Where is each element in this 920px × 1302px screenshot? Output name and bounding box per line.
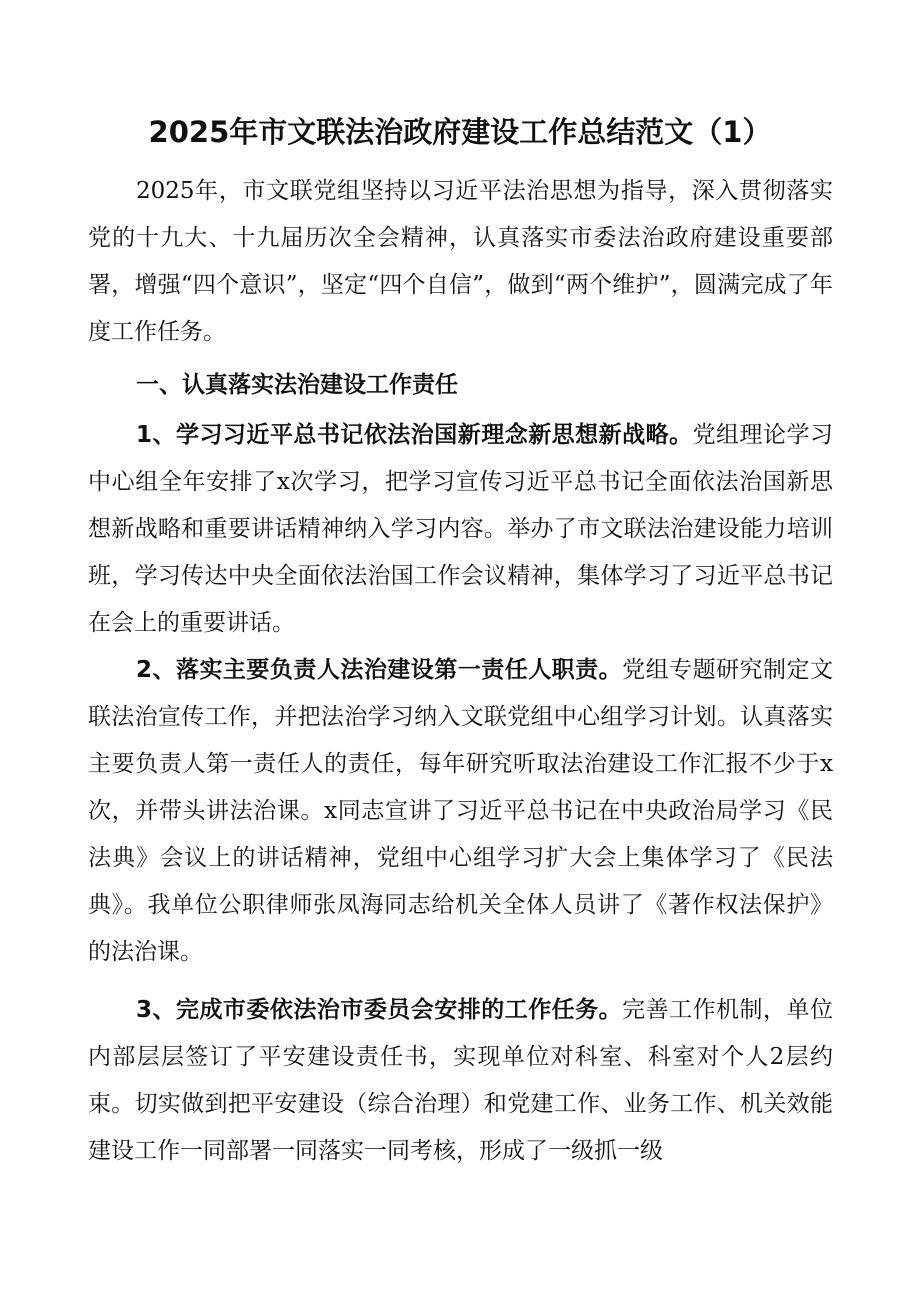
- item-lead-1: 1、学习习近平总书记依法治国新理念新思想新战略。: [136, 422, 693, 448]
- item-body-3: 完善工作机制，单位内部层层签订了平安建设责任书，实现单位对科室、科室对个人2层约束。切实做到把平安建设（综合治理）和党建工作、业务工作、机关效能建设工作一同部署一同落实一同考核，形成了一级抓一级: [88, 997, 833, 1164]
- item-lead-3: 3、完成市委依法治市委员会安排的工作任务。: [136, 997, 623, 1023]
- item-body-2: 党组专题研究制定文联法治宣传工作，并把法治学习纳入文联党组中心组学习计划。认真落实主要负责人第一责任人的责任，每年研究听取法治建设工作汇报不少于x次，并带头讲法治课。x同志宣讲了习近平总书记在中央政治局学习《民法典》会议上的讲话精神，党组中心组学习扩大会上集体学习了《民法典》。我单位公职律师张凤海同志给机关全体人员讲了《著作权法保护》的法治课。: [88, 657, 833, 965]
- section-heading-1: 一、认真落实法治建设工作责任: [136, 372, 458, 398]
- item-paragraph-3: [88, 987, 833, 1175]
- item-lead-2: 2、落实主要负责人法治建设第一责任人职责。: [136, 657, 623, 683]
- item-paragraph-1: [88, 412, 833, 647]
- intro-paragraph: [88, 168, 833, 356]
- item-body-1: 党组理论学习中心组全年安排了x次学习，把学习宣传习近平总书记全面依法治国新思想新战略和重要讲话精神纳入学习内容。举办了市文联法治建设能力培训班，学习传达中央全面依法治国工作会议精神，集体学习了习近平总书记在会上的重要讲话。: [88, 422, 833, 636]
- intro-text: 2025年，市文联党组坚持以习近平法治思想为指导，深入贯彻落实党的十九大、十九届历次全会精神，认真落实市委法治政府建设重要部署，增强“四个意识”，坚定“四个自信”，做到“两个维护”，圆满完成了年度工作任务。: [88, 178, 833, 345]
- document-title: 2025年市文联法治政府建设工作总结范文（1）: [148, 115, 772, 149]
- item-paragraph-2: [88, 647, 833, 976]
